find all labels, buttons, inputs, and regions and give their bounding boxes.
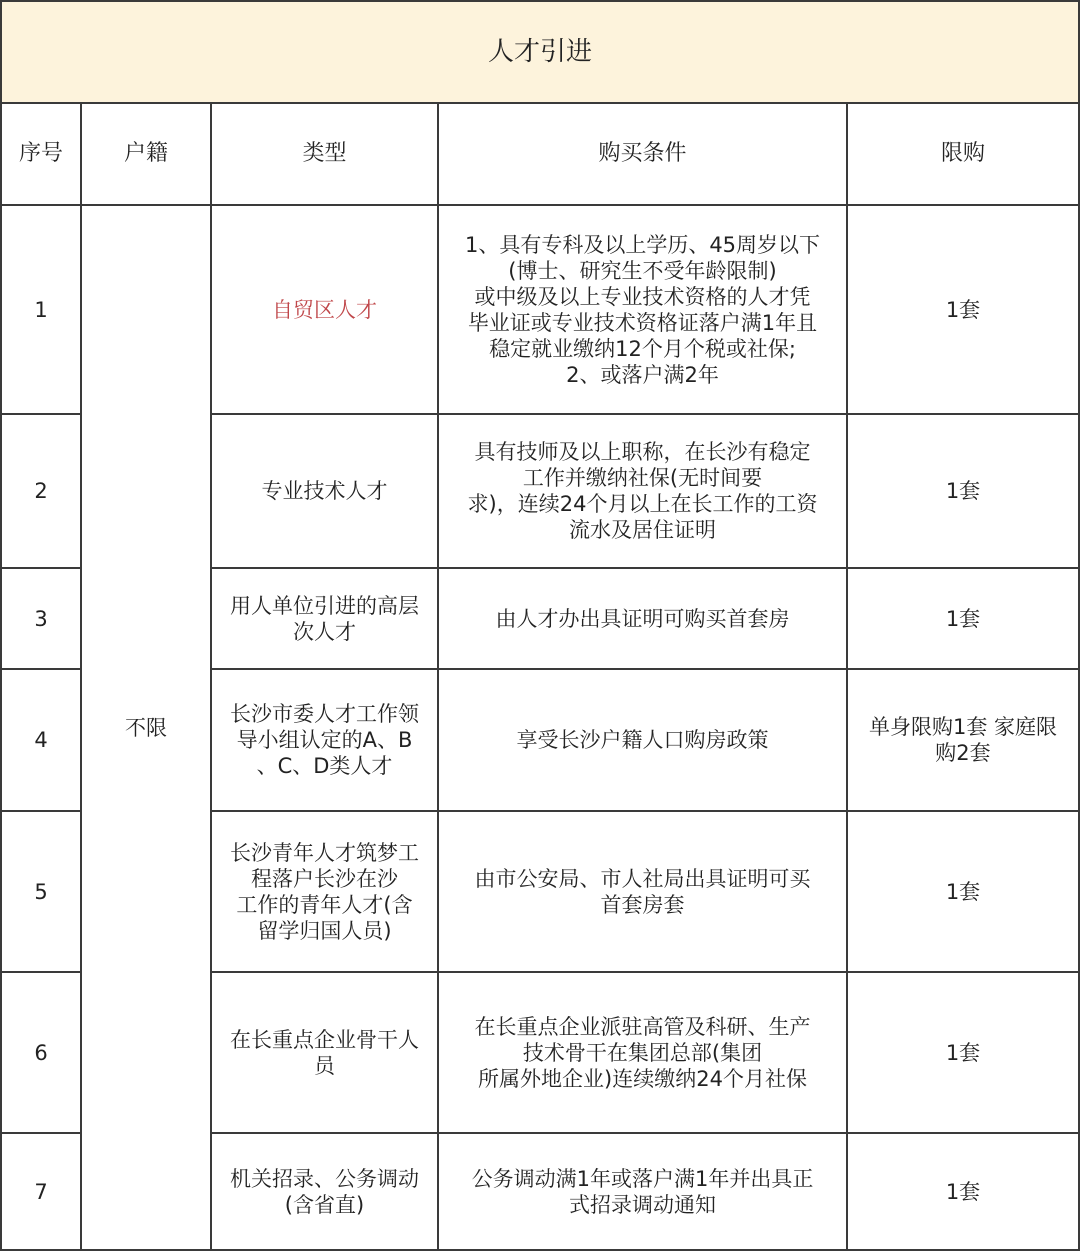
row-6-type (212, 973, 439, 1134)
row-3-type-text: 用人单位引进的高层 次人才 (230, 593, 419, 644)
row-1-type (212, 206, 439, 415)
row-4-limit-text: 单身限购1套 家庭限 购2套 (868, 715, 1058, 765)
row-6-condition (439, 973, 848, 1134)
row-5-type (212, 812, 439, 973)
header-condition: 购买条件 (439, 104, 848, 206)
row-1-limit: 1套 (848, 206, 1080, 415)
row-6-condition-text: 在长重点企业派驻高管及科研、生产 技术骨干在集团总部(集团 所属外地企业)连续缴纳24个月社保 (474, 1014, 811, 1091)
row-2-condition (439, 415, 848, 569)
row-3-no: 3 (0, 569, 82, 670)
row-4-type-text: 长沙市委人才工作领 导小组认定的A、B 、C、D类人才 (230, 702, 419, 778)
row-6-type-text: 在长重点企业骨干人 员 (230, 1027, 419, 1078)
row-3-condition-text: 由人才办出具证明可购买首套房 (495, 606, 790, 631)
row-2-condition-text: 具有技师及以上职称，在长沙有稳定 工作并缴纳社保(无时间要 求)，连续24个月以上在长工作的工资 流水及居住证明 (467, 440, 818, 542)
huji-merged-cell: 不限 (82, 206, 212, 1251)
row-5-no: 5 (0, 812, 82, 973)
row-5-limit: 1套 (848, 812, 1080, 973)
row-3-type (212, 569, 439, 670)
row-4-no: 4 (0, 670, 82, 812)
row-2-type (212, 415, 439, 569)
row-1-type-text: 自贸区人才 (272, 297, 377, 322)
row-7-condition-text: 公务调动满1年或落户满1年并出具正 式招录调动通知 (471, 1166, 814, 1217)
row-3-condition (439, 569, 848, 670)
row-7-type-text: 机关招录、公务调动 (含省直) (230, 1166, 419, 1217)
row-6-limit: 1套 (848, 973, 1080, 1134)
row-1-no: 1 (0, 206, 82, 415)
row-2-type-text: 专业技术人才 (261, 479, 388, 503)
row-4-condition (439, 670, 848, 812)
row-5-condition (439, 812, 848, 973)
row-7-no: 7 (0, 1134, 82, 1251)
row-3-limit: 1套 (848, 569, 1080, 670)
row-5-type-text: 长沙青年人才筑梦工 程落户长沙在沙 工作的青年人才(含 留学归国人员) (230, 840, 419, 943)
row-5-condition-text: 由市公安局、市人社局出具证明可买 首套房套 (474, 866, 811, 917)
row-4-type (212, 670, 439, 812)
row-4-limit (848, 670, 1080, 812)
row-1-condition-text: 1、具有专科及以上学历、45周岁以下 (博士、研究生不受年龄限制) 或中级及以上专业技术资格的人才凭 毕业证或专业技术资格证落户满1年且 稳定就业缴纳12个月个税或社保; 2、或落户满2年 (464, 232, 821, 387)
row-1-condition (439, 206, 848, 415)
row-2-limit: 1套 (848, 415, 1080, 569)
row-7-type (212, 1134, 439, 1251)
row-6-no: 6 (0, 973, 82, 1134)
header-huji: 户籍 (82, 104, 212, 206)
row-4-condition-text: 享受长沙户籍人口购房政策 (516, 728, 769, 752)
header-no: 序号 (0, 104, 82, 206)
header-type: 类型 (212, 104, 439, 206)
row-7-condition (439, 1134, 848, 1251)
row-7-limit: 1套 (848, 1134, 1080, 1251)
row-2-no: 2 (0, 415, 82, 569)
header-limit: 限购 (848, 104, 1080, 206)
table-title: 人才引进 (0, 0, 1080, 104)
